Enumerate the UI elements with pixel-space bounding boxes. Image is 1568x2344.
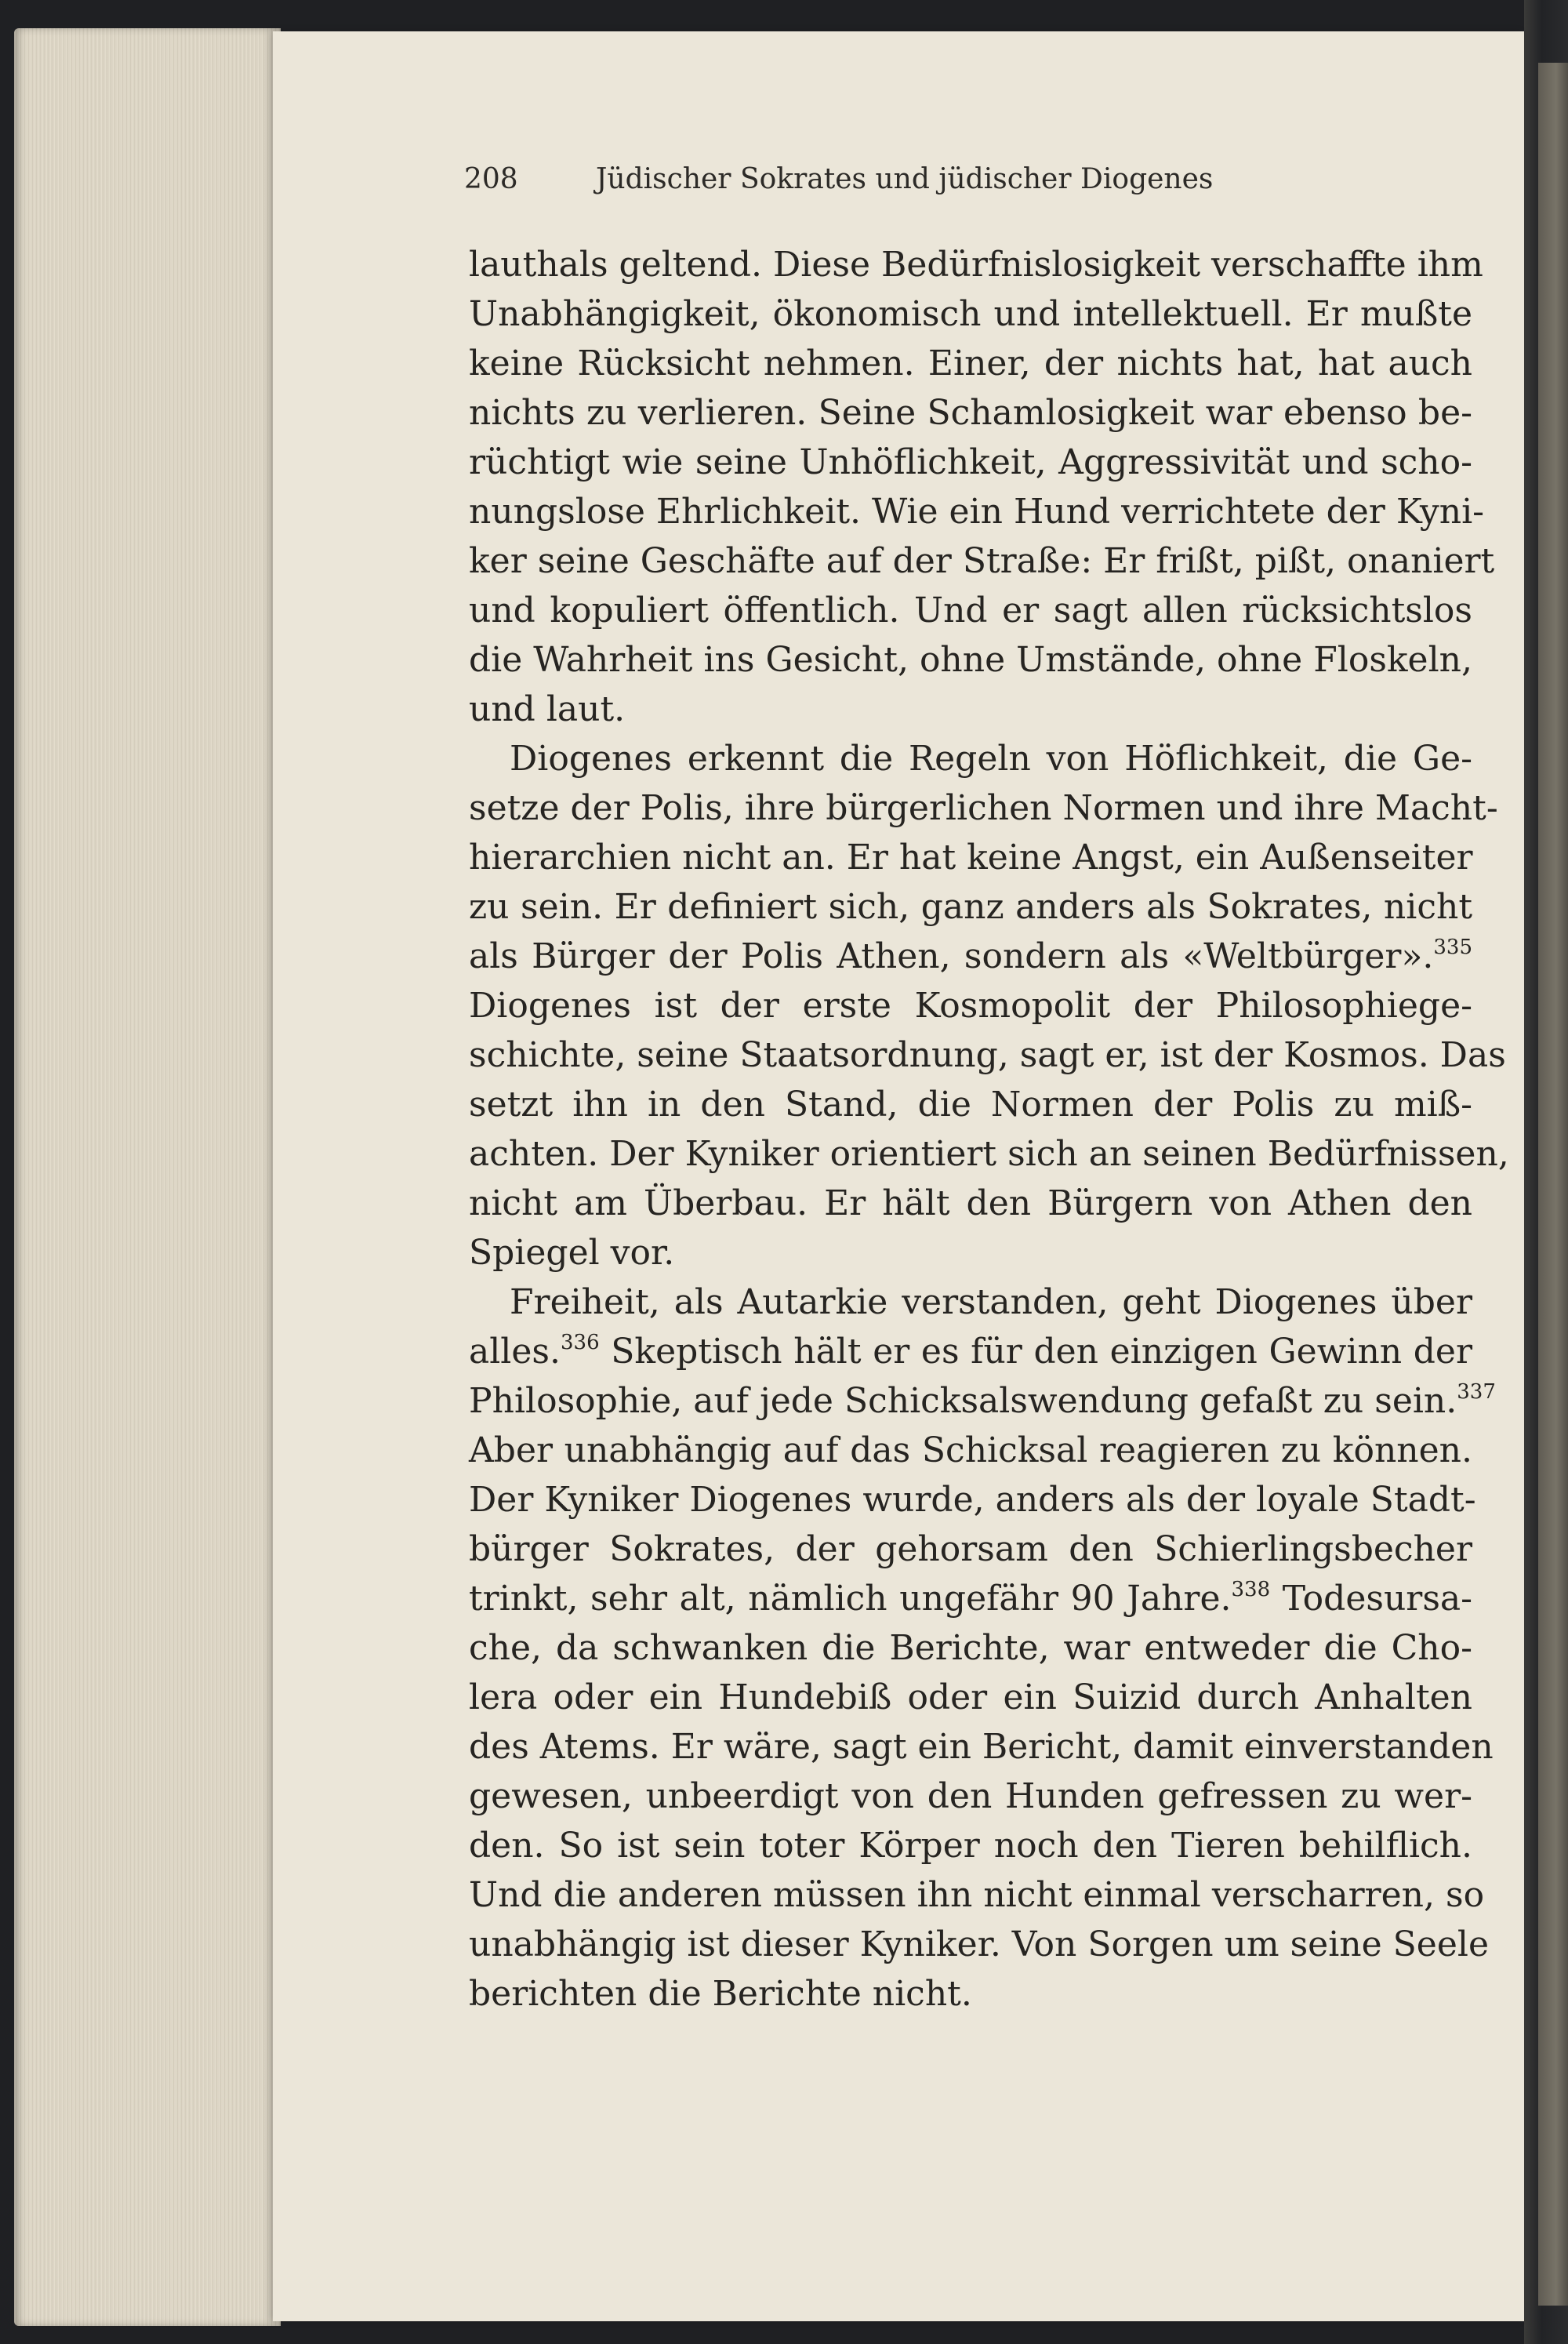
text-line: unabhängig ist dieser Kyniker. Von Sorgen um seine Seele [469, 1924, 1489, 1964]
footnote-ref: 335 [1433, 936, 1472, 959]
running-head [464, 163, 1213, 195]
book-spine-edge [1524, 0, 1568, 2344]
text-line: Und die anderen müssen ihn nicht einmal verscharren, so [469, 1875, 1485, 1915]
paragraph [469, 734, 1509, 1277]
text-line: nungslose Ehrlichkeit. Wie ein Hund verrichtete der Kyni- [469, 492, 1485, 532]
text-line: des Atems. Er wäre, sagt ein Bericht, damit einverstanden [469, 1727, 1494, 1767]
text-line [469, 1327, 1472, 1376]
text-line: zu sein. Er definiert sich, ganz anders als Sokrates, nicht [469, 887, 1472, 927]
text-line: bürger Sokrates, der gehorsam den Schierlingsbecher [469, 1529, 1472, 1569]
text-line: Diogenes erkennt die Regeln von Höflichkeit, die Ge- [510, 739, 1472, 779]
footnote-ref: 337 [1457, 1380, 1496, 1404]
text-line: Aber unabhängig auf das Schicksal reagieren zu können. [469, 1430, 1472, 1470]
text-line [469, 1376, 1496, 1426]
text-line: lauthals geltend. Diese Bedürfnislosigkeit verschaffte ihm [469, 245, 1483, 285]
text-segment: als Bürger der Polis Athen, sondern als «Weltbürger». [469, 936, 1434, 976]
text-line: setzt ihn in den Stand, die Normen der Polis zu miß- [469, 1085, 1472, 1125]
text-line: Spiegel vor. [469, 1233, 675, 1273]
page-stack-edges [14, 28, 281, 2326]
text-line: schichte, seine Staatsordnung, sagt er, ist der Kosmos. Das [469, 1035, 1506, 1075]
text-line [469, 1574, 1472, 1623]
footnote-ref: 338 [1231, 1578, 1271, 1601]
footnote-ref: 336 [560, 1331, 600, 1354]
text-segment: trinkt, sehr alt, nämlich ungefähr 90 Jahre. [469, 1579, 1232, 1619]
text-line: ker seine Geschäfte auf der Straße: Er frißt, pißt, onaniert [469, 541, 1495, 581]
paragraph [469, 1277, 1496, 2019]
text-line: lera oder ein Hundebiß oder ein Suizid durch Anhalten [469, 1677, 1472, 1717]
text-segment: Skeptisch hält er es für den einzigen Gewinn der [599, 1332, 1472, 1372]
text-line: Diogenes ist der erste Kosmopolit der Philosophiege- [469, 986, 1472, 1026]
text-line: hierarchien nicht an. Er hat keine Angst, ein Außenseiter [469, 838, 1473, 878]
text-line: Der Kyniker Diogenes wurde, anders als der loyale Stadt- [469, 1480, 1476, 1520]
text-line: setze der Polis, ihre bürgerlichen Normen und ihre Macht- [469, 788, 1498, 828]
adjacent-leaf [1538, 63, 1568, 2306]
text-line: berichten die Berichte nicht. [469, 1974, 972, 2014]
text-line: nicht am Überbau. Er hält den Bürgern von Athen den [469, 1183, 1472, 1223]
text-line: keine Rücksicht nehmen. Einer, der nichts hat, hat auch [469, 343, 1472, 383]
text-line: Unabhängigkeit, ökonomisch und intellektuell. Er mußte [469, 294, 1472, 334]
text-line: rüchtigt wie seine Unhöflichkeit, Aggressivität und scho- [469, 442, 1472, 482]
text-line: den. So ist sein toter Körper noch den Tieren behilflich. [469, 1826, 1472, 1866]
text-line: che, da schwanken die Berichte, war entweder die Cho- [469, 1628, 1472, 1668]
text-line: achten. Der Kyniker orientiert sich an seinen Bedürfnissen, [469, 1134, 1509, 1174]
body-text [469, 240, 1509, 2019]
text-segment: Todesursa- [1270, 1579, 1473, 1619]
text-line: die Wahrheit ins Gesicht, ohne Umstände, ohne Floskeln, [469, 640, 1472, 680]
text-segment: Philosophie, auf jede Schicksalswendung gefaßt zu sein. [469, 1381, 1457, 1421]
text-segment: alles. [469, 1332, 561, 1372]
text-line: Freiheit, als Autarkie verstanden, geht Diogenes über [510, 1282, 1472, 1322]
running-title: Jüdischer Sokrates und jüdischer Diogenes [596, 163, 1214, 195]
text-line: und kopuliert öffentlich. Und er sagt allen rücksichtslos [469, 591, 1472, 631]
text-line: gewesen, unbeerdigt von den Hunden gefressen zu wer- [469, 1776, 1472, 1816]
paragraph [469, 240, 1495, 734]
text-line: und laut. [469, 689, 626, 729]
text-line [469, 932, 1472, 981]
page-number: 208 [464, 163, 518, 195]
text-line: nichts zu verlieren. Seine Schamlosigkeit war ebenso be- [469, 393, 1472, 433]
